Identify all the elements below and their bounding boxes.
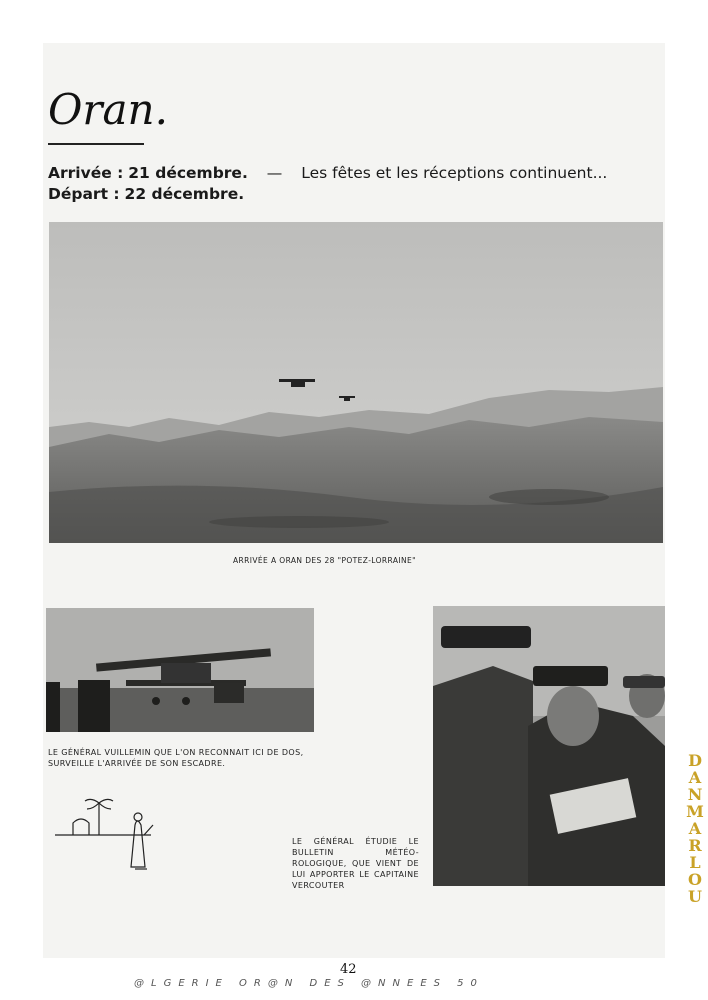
collection-title: @LGERIE OR@N DES @NNEES 50 xyxy=(134,978,484,989)
separator-dash: — xyxy=(266,164,283,182)
airfield-photo xyxy=(46,608,314,732)
general-caption: LE GÉNÉRAL ÉTUDIE LE BULLETIN MÉTÉO-ROLOGIQUE, QUE VIENT DE LUI APPORTER LE CAPITAINE VERCOUTER xyxy=(292,837,419,890)
continuation-text: Les fêtes et les réceptions continuent... xyxy=(301,164,608,182)
airfield-caption: LE GÉNÉRAL VUILLEMIN QUE L'ON RECONNAIT ICI DE DOS, SURVEILLE L'ARRIVÉE DE SON ESCADRE. xyxy=(48,748,304,768)
magazine-page xyxy=(43,43,665,958)
page-number: 42 xyxy=(340,962,357,977)
departure-line xyxy=(48,184,670,205)
arrival-date: 21 décembre. xyxy=(128,164,248,182)
title-underline xyxy=(48,143,144,145)
visit-info xyxy=(48,163,670,205)
illustration-sketch xyxy=(51,795,161,873)
arrival-label: Arrivée : xyxy=(48,164,124,182)
departure-label: Départ : xyxy=(48,185,120,203)
watermark-signature: DANMARLOU xyxy=(686,751,704,906)
page-title: Oran. xyxy=(48,85,168,134)
aerial-caption: ARRIVÉE A ORAN DES 28 "POTEZ-LORRAINE" xyxy=(233,556,416,565)
arrival-line xyxy=(48,163,670,184)
general-photo xyxy=(433,606,665,886)
aerial-photo xyxy=(49,222,663,543)
departure-date: 22 décembre. xyxy=(124,185,245,203)
